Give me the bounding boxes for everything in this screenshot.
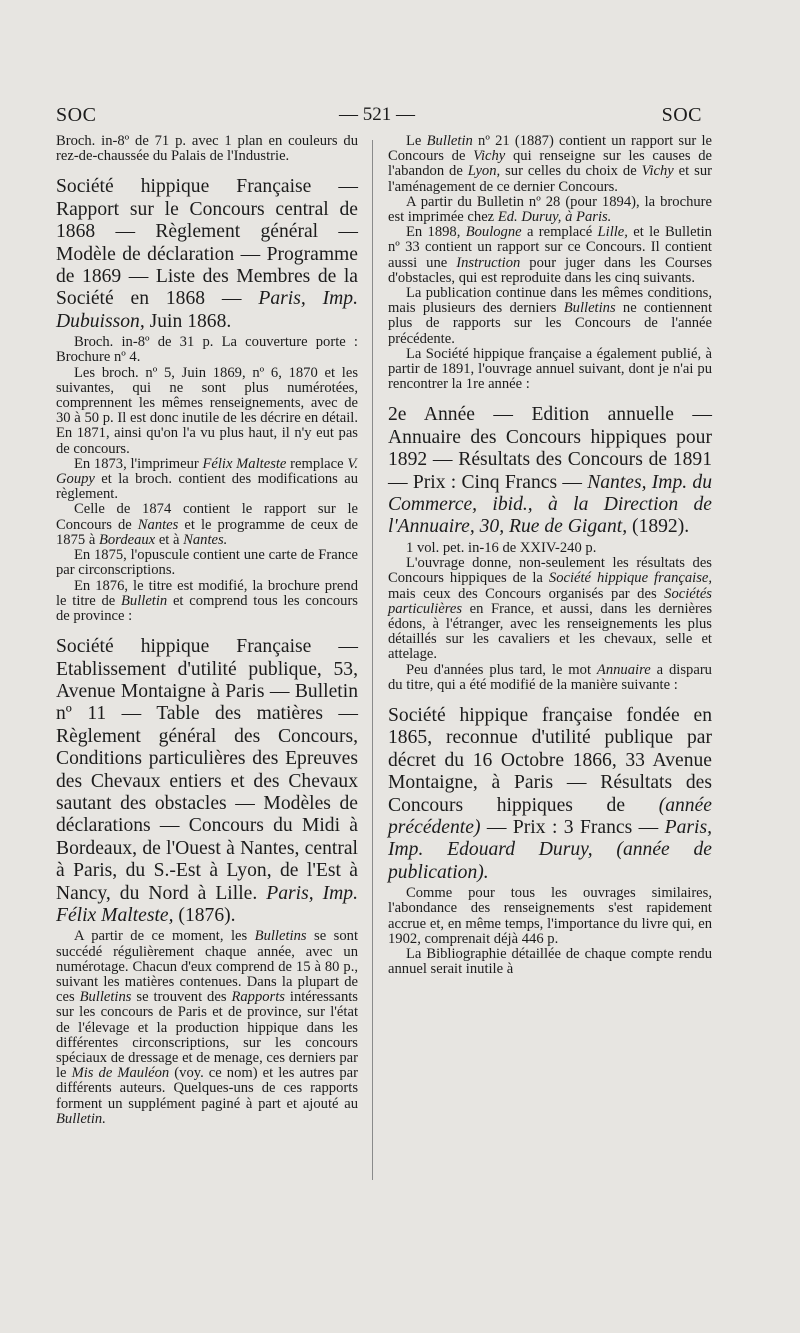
description-paragraph: Celle de 1874 contient le rapport sur le Concours de Nantes et le programme de ceux de 1875 à Bordeaux et à Nantes. bbox=[56, 501, 358, 548]
description-paragraph: Peu d'années plus tard, le mot Annuaire a disparu du titre, qui a été modifié de la manière suivante : bbox=[388, 661, 712, 693]
description-paragraph: En 1875, l'opuscule contient une carte de France par circonscriptions. bbox=[56, 547, 358, 579]
page-number: — 521 — bbox=[339, 104, 415, 125]
bibliographic-entry: Société hippique Française — Etablissement d'utilité publique, 53, Avenue Montaigne à Paris — Bulletin nº 11 — Table des matières — Règlement général des Concours, Conditions particulières des Epreuves des Chevaux entiers et des Chevaux sautant des obstacles — Modèles de déclarations — Concours du Midi à Bordeaux, de l'Ouest à Nantes, central à Paris, du S.-Est à Lyon, de l'Est à Nancy, du Nord à Lille. Paris, Imp. Félix Malteste, (1876). bbox=[56, 636, 358, 926]
description-paragraph: A partir du Bulletin nº 28 (pour 1894), la brochure est imprimée chez Ed. Duruy, à Paris. bbox=[388, 193, 712, 226]
header-right-keyword: SOC bbox=[661, 104, 702, 126]
description-paragraph: Comme pour tous les ouvrages similaires, l'abondance des renseignements s'est rapidement accrue et, en même temps, l'importance du livre qui, en 1902, comprenait déjà 446 p. bbox=[388, 885, 712, 947]
column-divider bbox=[372, 140, 373, 1180]
description-paragraph: La publication continue dans les mêmes conditions, mais plusieurs des derniers Bulletins ne contiennent plus de rapports sur les Concours de l'année précédente. bbox=[388, 285, 713, 347]
description-paragraph: Broch. in-8º de 71 p. avec 1 plan en couleurs du rez-de-chaussée du Palais de l'Industrie. bbox=[56, 133, 358, 165]
bibliographic-entry: Société hippique Française — Rapport sur le Concours central de 1868 — Règlement général — Modèle de déclaration — Programme de 1869 — Liste des Membres de la Société en 1868 — Paris, Imp. Dubuisson, Juin 1868. bbox=[56, 176, 358, 332]
left-column bbox=[56, 134, 358, 1127]
description-paragraph: En 1898, Boulogne a remplacé Lille, et le Bulletin nº 33 contient un rapport sur ce Concours. Il contient aussi une Instruction pour juger dans les Courses d'obstacles, qui est reproduite dans les cinq suivants. bbox=[388, 224, 712, 286]
description-paragraph: 1 vol. pet. in-16 de XXIV-240 p. bbox=[406, 539, 597, 556]
description-paragraph: La Société hippique française a également publié, à partir de 1891, l'ouvrage annuel suivant, dont je n'ai pu rencontrer la 1re année : bbox=[388, 345, 712, 393]
bibliographic-entry: 2e Année — Edition annuelle — Annuaire des Concours hippiques pour 1892 — Résultats des Concours de 1891 — Prix : Cinq Francs — Nantes, Imp. du Commerce, ibid., à la Direction de l'Annuaire, 30, Rue de Gigant, (1892). bbox=[388, 404, 712, 538]
description-paragraph: Broch. in-8º de 31 p. La couverture porte : Brochure nº 4. bbox=[56, 334, 358, 366]
description-paragraph: La Bibliographie détaillée de chaque compte rendu annuel serait inutile à bbox=[388, 945, 712, 978]
description-paragraph: Le Bulletin nº 21 (1887) contient un rapport sur le Concours de Vichy qui renseigne sur les causes de l'abandon de Lyon, sur celles du choix de Vichy et sur l'aménagement de ce dernier Concours. bbox=[388, 133, 712, 195]
description-paragraph: A partir de ce moment, les Bulletins se sont succédé régulièrement chaque année, avec un numérotage. Chacun d'eux comprend de 15 à 80 p., suivant les matières contenues. Dans la plupart de ces Bulletins se trouvent des Rapports intéressants sur les concours de Paris et de province, sur l'état de l'élevage et la production hippique dans les différentes circonscriptions, sur les concours spéciaux de dressage et de menage, ces derniers par le Mis de Mauléon (voy. ce nom) et les autres par différents auteurs. Quelques-uns de ces rapports forment un supplément paginé à part et ajouté au Bulletin. bbox=[56, 928, 358, 1127]
description-paragraph: En 1876, le titre est modifié, la brochure prend le titre de Bulletin et comprend tous les concours de province : bbox=[56, 577, 358, 624]
description-paragraph: Les broch. nº 5, Juin 1869, nº 6, 1870 et les suivantes, qui ne sont plus numérotées, comprennent les mêmes renseignements, avec de 30 à 50 p. Il est donc inutile de les décrire en détail. En 1871, ainsi qu'on l'a vu plus haut, il n'y eut pas de concours. bbox=[56, 364, 358, 457]
bibliographic-entry: Société hippique française fondée en 1865, reconnue d'utilité publique par décret du 16 Octobre 1866, 33 Avenue Montaigne, à Paris — Résultats des Concours hippiques de (année précédente) — Prix : 3 Francs — Paris, Imp. Edouard Duruy, (année de publication). bbox=[388, 704, 712, 883]
header-left-keyword: SOC bbox=[56, 104, 97, 126]
running-header bbox=[52, 104, 702, 134]
description-paragraph: En 1873, l'imprimeur Félix Malteste remplace V. Goupy et la broch. contient des modifications au règlement. bbox=[56, 455, 358, 503]
description-paragraph: L'ouvrage donne, non-seulement les résultats des Concours hippiques de la Société hippique française, mais ceux des Concours organisés par des Sociétés particulières en France, et aussi, dans les dernières édons, à l'étranger, avec les renseignements les plus détaillés sur les cavaliers et les chevaux, selle et attelage. bbox=[388, 555, 713, 663]
right-column bbox=[388, 134, 712, 977]
